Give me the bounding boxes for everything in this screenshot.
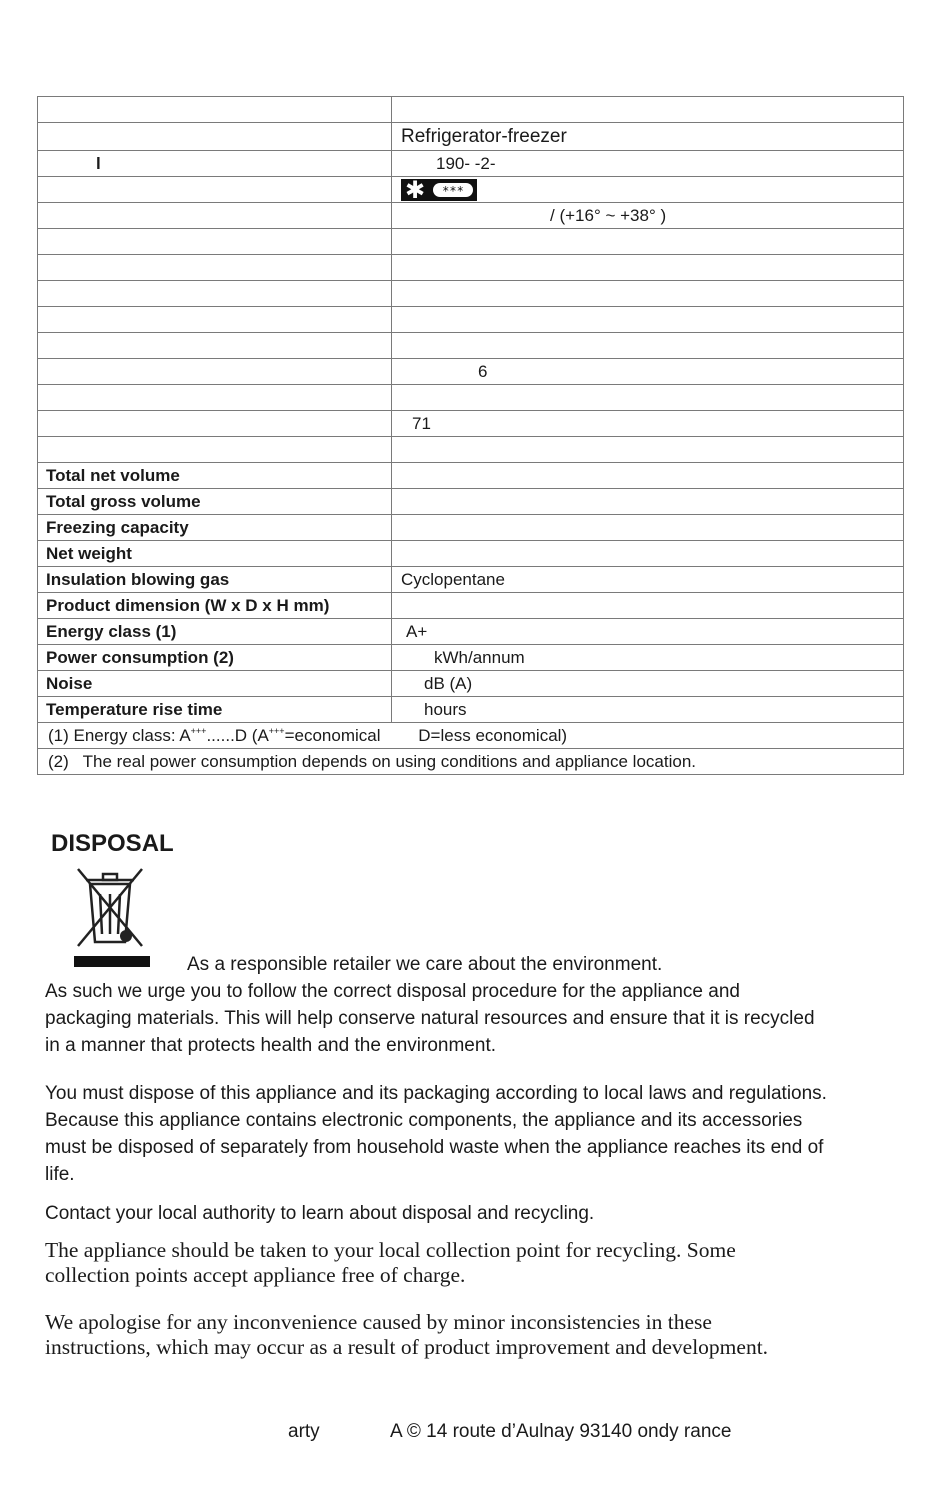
spec-label: Freezing capacity bbox=[38, 515, 392, 541]
paragraph-line: You must dispose of this appliance and its packaging according to local laws and regulations. bbox=[45, 1083, 827, 1104]
spec-value bbox=[392, 229, 904, 255]
paragraph-line: must be disposed of separately from household waste when the appliance reaches its end of bbox=[45, 1137, 824, 1158]
note-row-1 bbox=[38, 723, 904, 749]
spec-row bbox=[38, 515, 904, 541]
spec-label bbox=[38, 307, 392, 333]
spec-label: Noise bbox=[38, 671, 392, 697]
spec-value: A+ bbox=[392, 619, 904, 645]
disposal-intro-line: As a responsible retailer we care about the environment. bbox=[187, 954, 663, 975]
spec-row bbox=[38, 567, 904, 593]
note-sup: +++ bbox=[190, 725, 207, 736]
spec-label bbox=[38, 437, 392, 463]
spec-label bbox=[38, 177, 392, 203]
spec-row bbox=[38, 203, 904, 229]
paragraph-line: collection points accept appliance free of charge. bbox=[45, 1263, 466, 1287]
spec-value: Cyclopentane bbox=[392, 567, 904, 593]
spec-label bbox=[38, 229, 392, 255]
note-sup: +++ bbox=[268, 725, 285, 736]
spec-value bbox=[392, 437, 904, 463]
note-row-2 bbox=[38, 749, 904, 775]
spec-table bbox=[37, 96, 904, 775]
note-text: ......D (A bbox=[206, 725, 269, 745]
spec-label bbox=[38, 385, 392, 411]
power-consumption-note: (2) The real power consumption depends on using conditions and appliance location. bbox=[38, 749, 904, 775]
spec-row bbox=[38, 229, 904, 255]
spec-label bbox=[38, 281, 392, 307]
spec-row bbox=[38, 593, 904, 619]
note-text: =economical D=less economical) bbox=[284, 725, 568, 745]
spec-label: Temperature rise time bbox=[38, 697, 392, 723]
spec-value: 71 bbox=[392, 411, 904, 437]
disposal-paragraph-3: Contact your local authority to learn about disposal and recycling. bbox=[45, 1203, 595, 1224]
spec-value bbox=[392, 541, 904, 567]
spec-label bbox=[38, 255, 392, 281]
paragraph-line: instructions, which may occur as a result of product improvement and development. bbox=[45, 1335, 769, 1359]
spec-value: 190- -2- bbox=[392, 151, 904, 177]
spec-row bbox=[38, 333, 904, 359]
spec-row bbox=[38, 437, 904, 463]
star-rating-text: *** bbox=[433, 183, 473, 197]
spec-row bbox=[38, 281, 904, 307]
spec-row bbox=[38, 671, 904, 697]
spec-value bbox=[392, 255, 904, 281]
spec-label: Product dimension (W x D x H mm) bbox=[38, 593, 392, 619]
paragraph-line: Because this appliance contains electronic components, the appliance and its accessories bbox=[45, 1110, 803, 1131]
paragraph-line: packaging materials. This will help conserve natural resources and ensure that it is recycled bbox=[45, 1008, 815, 1029]
spec-label: Energy class (1) bbox=[38, 619, 392, 645]
disposal-heading: DISPOSAL bbox=[51, 830, 174, 857]
spec-label bbox=[38, 203, 392, 229]
spec-row bbox=[38, 697, 904, 723]
spec-label: l bbox=[38, 151, 392, 177]
crossed-out-wheelie-bin-icon bbox=[68, 866, 154, 970]
spec-row bbox=[38, 151, 904, 177]
spec-value: / (+16° ~ +38° ) bbox=[392, 203, 904, 229]
spec-value bbox=[392, 515, 904, 541]
footer-company: arty bbox=[288, 1421, 320, 1442]
freezer-star-rating-icon bbox=[401, 176, 477, 203]
spec-value bbox=[392, 307, 904, 333]
spec-label bbox=[38, 97, 392, 123]
spec-label bbox=[38, 123, 392, 151]
spec-value bbox=[392, 97, 904, 123]
spec-row bbox=[38, 619, 904, 645]
energy-class-note bbox=[38, 723, 904, 749]
spec-row bbox=[38, 123, 904, 151]
spec-row bbox=[38, 385, 904, 411]
note-text: (1) Energy class: A bbox=[48, 725, 191, 745]
spec-value bbox=[392, 177, 904, 203]
paragraph-line: in a manner that protects health and the environment. bbox=[45, 1035, 496, 1056]
spec-label bbox=[38, 333, 392, 359]
spec-value bbox=[392, 333, 904, 359]
spec-row bbox=[38, 255, 904, 281]
spec-row bbox=[38, 645, 904, 671]
spec-label: Insulation blowing gas bbox=[38, 567, 392, 593]
spec-row bbox=[38, 97, 904, 123]
spec-value bbox=[392, 385, 904, 411]
spec-value bbox=[392, 489, 904, 515]
spec-label bbox=[38, 359, 392, 385]
spec-value: kWh/annum bbox=[392, 645, 904, 671]
paragraph-line: life. bbox=[45, 1164, 75, 1185]
spec-row bbox=[38, 177, 904, 203]
paragraph-line: As such we urge you to follow the correct disposal procedure for the appliance and bbox=[45, 981, 740, 1002]
spec-value bbox=[392, 463, 904, 489]
spec-row bbox=[38, 541, 904, 567]
spec-row bbox=[38, 489, 904, 515]
spec-label bbox=[38, 411, 392, 437]
spec-label: Net weight bbox=[38, 541, 392, 567]
star-glyph: ✱ bbox=[405, 176, 426, 203]
paragraph-line: We apologise for any inconvenience caused by minor inconsistencies in these bbox=[45, 1310, 712, 1334]
spec-value bbox=[392, 281, 904, 307]
spec-row bbox=[38, 307, 904, 333]
footer-address: A © 14 route d’Aulnay 93140 ondy rance bbox=[390, 1421, 732, 1442]
spec-label: Total gross volume bbox=[38, 489, 392, 515]
spec-value: hours bbox=[392, 697, 904, 723]
spec-label: Power consumption (2) bbox=[38, 645, 392, 671]
spec-row bbox=[38, 411, 904, 437]
spec-row bbox=[38, 359, 904, 385]
spec-value: 6 bbox=[392, 359, 904, 385]
paragraph-line: The appliance should be taken to your local collection point for recycling. Some bbox=[45, 1238, 736, 1262]
spec-value: Refrigerator-freezer bbox=[392, 123, 904, 151]
spec-value: dB (A) bbox=[392, 671, 904, 697]
spec-label: Total net volume bbox=[38, 463, 392, 489]
spec-row bbox=[38, 463, 904, 489]
spec-value bbox=[392, 593, 904, 619]
